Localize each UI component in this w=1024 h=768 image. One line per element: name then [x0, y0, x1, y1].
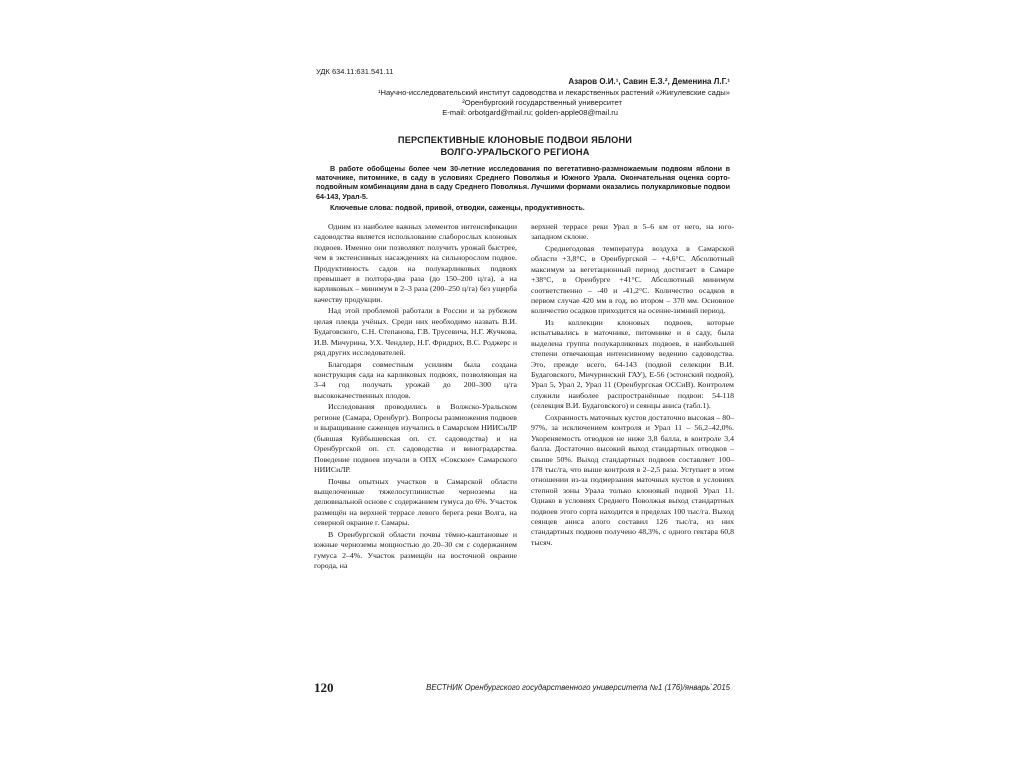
paragraph: Одним из наиболее важных элементов интенсификации садоводства является использование слаборослых клоновых подвоев. Именно они позволяют получить урожай быстрее, чем в экстенсивных насаждениях на сильнорослом подвое. Продуктивность садов на полукарликовых подвоях превышает в полтора-два раза (до 150–200 ц/га), а на карликовых – минимум в 2–3 раза (200–250 ц/га) без ущерба качеству продукции. [314, 222, 517, 304]
right-column [531, 222, 734, 549]
journal-name: ВЕСТНИК Оренбургского государственного университета №1 (176)/январь`2015 [426, 683, 730, 692]
email: E-mail: orbotgard@mail.ru; golden-apple08@mail.ru [442, 108, 618, 117]
authors: Азаров О.И.¹, Савин Е.З.², Деменина Л.Г.¹ [568, 77, 730, 86]
affiliation-1: ¹Научно-исследовательский институт садоводства и лекарственных растений «Жигулевские сады» [378, 88, 730, 97]
paragraph: Над этой проблемой работали в России и за рубежом целая плеяда учёных. Среди них необходимо назвать В.И. Будаговского, С.Н. Степанова, Г.В. Трусевича, Н.Г. Жучкова, И.В. Мичурина, У.Х. Чендлер, Н.Г. Фридрих, В.С. Роджерс и ряд других исследователей. [314, 306, 517, 358]
paragraph: Благодаря совместным усилиям была создана конструкция сада на карликовых подвоях, позволяющая на 3–4 год получать урожай до 200–300 ц/га высококачественных плодов. [314, 359, 517, 400]
keywords: Ключевые слова: подвой, привой, отводки, саженцы, продуктивность. [330, 203, 585, 212]
paragraph: В Оренбургской области почвы тёмно-каштановые и южные черноземы мощностью до 20–30 см с содержанием гумуса 2–4%. Участок размещён на восточной окраине города, на [314, 529, 517, 570]
paragraph: Из коллекции клоновых подвоев, которые испытывались в маточнике, питомнике и в саду, была выделена группа полукарликовых подвоев, в наибольшей степени отвечающая интенсивному ведению садоводства. Это, прежде всего, 64-143 (подвой селекции В.И. Будаговского, Мичуринский ГАУ), Е-56 (эстонский подвой), Урал 5, Урал 2, Урал 11 (Оренбургская ОССиВ). Контролем служили наиболее распространённые подвои: 54-118 (селекция В.И. Будаговского) и сеянцы аниса (табл.1). [531, 318, 734, 411]
page-number: 120 [314, 680, 334, 695]
udk-code: УДК 634.11:631.541.11 [316, 67, 394, 76]
title-line-2: ВОЛГО-УРАЛЬСКОГО РЕГИОНА [440, 146, 590, 157]
journal-page [300, 60, 734, 710]
paragraph: Почвы опытных участков в Самарской области выщелоченные тяжелосуглинистые черноземы на делювиальной основе с содержанием гумуса до 6%. Участок размещён на верхней террасе левого берега реки Волга, на северной окраине г. Самары. [314, 476, 517, 528]
abstract: В работе обобщены более чем 30-летние исследования по вегетативно-размножаемым подвоям яблони в маточнике, питомнике, в саду в условиях Среднего Поволжья и Южного Урала. Окончательная оценка сорто-подвойным комбинациям дана в саду Среднего Поволжья. Лучшими формами оказались полукарликовые подвои 64-143, Урал-5. [316, 164, 730, 201]
paragraph: Сохранность маточных кустов достаточно высокая – 80–97%, за исключением контроля и Урал 11 – 56,2–42,0%. Укореняемость отводков не ниже 3,8 балла, в контроле 3,4 балла. Достаточно высокий выход стандартных отводков – свыше 50%. Выход стандартных подвоев составляет 100–178 тыс/га, что выше контроля в 2–2,5 раза. Уступает в этом отношении из-за подмерзания маточных кустов в условиях степной зоны Урала только клоновый подвой Урал 11. Однако в условиях Среднего Поволжья выход стандартных подвоев этого сорта находится в пределах 100 тыс/га. Выход сеянцев аниса алого составил 126 тыс/га, из них стандартных подвоев получено 48,3%, с одного гектара 60,8 тысяч. [531, 412, 734, 547]
title-line-1: ПЕРСПЕКТИВНЫЕ КЛОНОВЫЕ ПОДВОИ ЯБЛОНИ [397, 135, 633, 145]
page-footer [314, 680, 730, 694]
left-column [314, 222, 517, 573]
paragraph: Среднегодовая температура воздуха в Самарской области +3,8°С, в Оренбургской – +4,6°С. Абсолютный максимум за вегетационный период достигает в Самаре +38°С, в Оренбурге +41°С. Абсолютный минимум соответственно – -40 и -41,2°С. Количество осадков в первом случае 420 мм в год, во втором – 370 мм. Основное количество осадков приходится на осенне-зимний период. [531, 244, 734, 316]
affiliation-2: ²Оренбургский государственный университет [462, 98, 622, 107]
article-title [300, 135, 730, 158]
paragraph: Исследования проводились в Волжско-Уральском регионе (Самара, Оренбург). Вопросы размножения подвоев и выращивание саженцев изучались в Самарском НИИСиЛР (бывшая Куйбышевская оп. ст. садоводства) и на Оренбургской оп. ст. садоводства и виноградарства. Поведение подвоев изучали в ОПХ «Сокское» Самарского НИИСиЛР. [314, 402, 517, 474]
paragraph: верхней террасе реки Урал в 5–6 км от него, на юго-западном склоне. [531, 222, 734, 242]
